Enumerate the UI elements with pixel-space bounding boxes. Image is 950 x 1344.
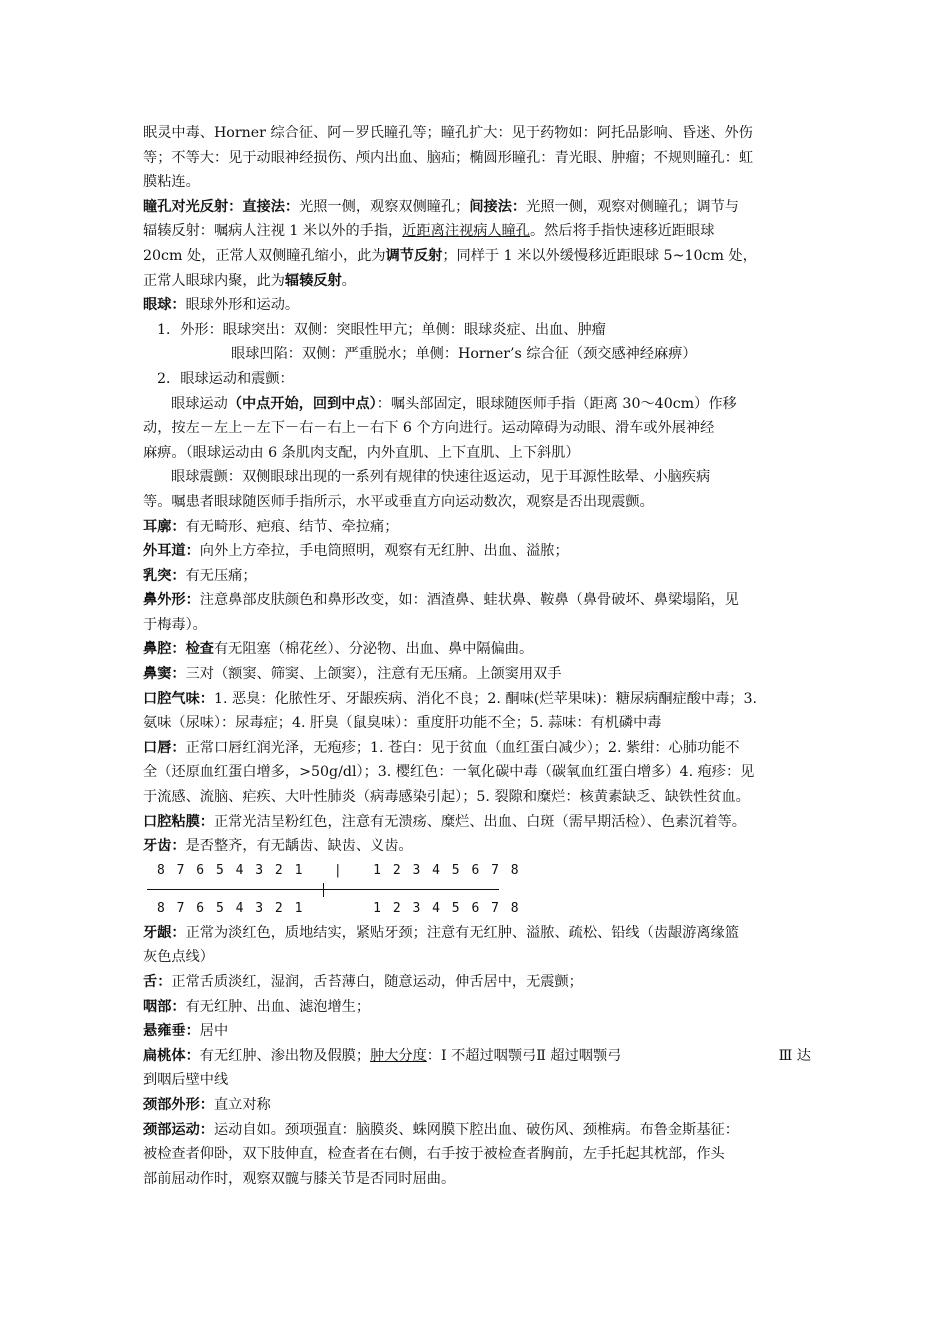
heading-pharynx: 咽部： — [143, 998, 186, 1015]
tonsil-line — [143, 1044, 811, 1069]
text: 有无红肿、出血、滤泡增生； — [185, 998, 371, 1015]
heading-pupil-reflex: 瞳孔对光反射： — [143, 198, 243, 215]
text: 注意鼻部皮肤颜色和鼻形改变，如：酒渣鼻、蛙状鼻、鞍鼻（鼻骨破坏、鼻梁塌陷，见 — [199, 592, 739, 609]
text-line — [143, 392, 811, 417]
text: 有无红肿、渗出物及假膜； — [199, 1047, 371, 1064]
emphasis: （中点开始，回到中点） — [227, 395, 377, 412]
text: 光照一侧，观察对侧瞳孔；调节与 — [526, 198, 739, 215]
heading-oral-mucosa: 口腔粘膜： — [143, 813, 214, 830]
auricle-line — [143, 515, 811, 540]
text: ：Ⅰ 不超过咽颚弓Ⅱ 超过咽颚弓 — [426, 1047, 622, 1064]
gums-line — [143, 921, 811, 946]
heading-nose-shape: 鼻外形： — [143, 592, 200, 609]
text: ；同样于 1 米以外缓慢移近距眼球 5~10cm 处， — [442, 247, 757, 264]
dental-chart-upper: 8 7 6 5 4 3 2 1 | 1 2 3 4 5 6 7 8 — [157, 862, 521, 878]
neck-motion-line — [143, 1118, 811, 1143]
term-indirect: 间接法： — [469, 198, 527, 215]
text-line — [143, 219, 811, 244]
text: 眼球运动 — [171, 395, 228, 412]
mastoid-line — [143, 564, 811, 589]
text: 正常人眼球内聚，此为 — [143, 272, 285, 289]
sinus-line — [143, 662, 811, 687]
heading-gums: 牙龈： — [143, 924, 186, 941]
text-line — [143, 269, 811, 294]
heading-nasal-cavity: 鼻腔： — [143, 641, 186, 658]
oral-mucosa-line — [143, 810, 811, 835]
text: 有无阻塞（棉花丝）、分泌物、出血、鼻中隔偏曲。 — [213, 641, 534, 658]
text-line: 膜粘连。 — [143, 174, 200, 191]
pharynx-line — [143, 995, 811, 1020]
heading-breath-odor: 口腔气味： — [143, 690, 214, 707]
uvula-line — [143, 1019, 811, 1044]
text-line: 被检查者仰卧，双下肢伸直，检查者在右侧，右手按于被检查者胸前，左手托起其枕部，作头 — [143, 1146, 725, 1163]
text: 20cm 处，正常人双侧瞳孔缩小，此为 — [143, 247, 386, 264]
heading-neck-shape: 颈部外形： — [143, 1096, 214, 1113]
text: 正常为淡红色，质地结实，紧贴牙颈；注意有无红肿、溢脓、疏松、铅线（齿龈游离缘篮 — [185, 924, 739, 941]
text: 向外上方牵拉，手电筒照明，观察有无红肿、出血、溢脓； — [199, 543, 569, 560]
text-line: 到咽后壁中线 — [143, 1072, 229, 1089]
heading-ear-canal: 外耳道： — [143, 543, 200, 560]
text: 。然后将手指快速移近距眼球 — [529, 223, 715, 240]
ear-canal-line — [143, 539, 811, 564]
text: ：嘱头部固定，眼球随医师手指（距离 30～40cm）作移 — [376, 395, 737, 412]
text-line: 麻痹。（眼球运动由 6 条肌肉支配，内外直肌、上下直肌、上下斜肌） — [143, 444, 580, 461]
dental-chart-divider — [143, 883, 811, 897]
heading-lips: 口唇： — [143, 739, 186, 756]
text-line: 动，按左－左上－左下－右－右上－右下 6 个方向进行。运动障碍为动眼、滑车或外展神经 — [143, 420, 715, 437]
lips-line — [143, 736, 811, 761]
heading-mastoid: 乳突： — [143, 567, 186, 584]
eyeball-line — [143, 293, 811, 318]
nose-shape-line — [143, 588, 811, 613]
heading-neck-motion: 颈部运动： — [143, 1121, 214, 1138]
term-exam: 检查 — [185, 641, 214, 658]
text: 居中 — [199, 1023, 229, 1040]
text-line: 等。嘱患者眼球随医师手指所示，水平或垂直方向运动数次，观察是否出现震颤。 — [143, 493, 654, 510]
heading-teeth: 牙齿： — [143, 838, 186, 855]
text-line: 眠灵中毒、Horner 综合征、阿－罗氏瞳孔等；瞳孔扩大：见于药物如：阿托品影响、昏迷、外伤 — [143, 125, 753, 141]
text: 光照一侧，观察双侧瞳孔； — [299, 198, 470, 215]
dental-chart-lower: 8 7 6 5 4 3 2 1 1 2 3 4 5 6 7 8 — [157, 900, 521, 916]
text: 直立对称 — [213, 1096, 271, 1113]
text-line: 灰色点线） — [143, 949, 214, 966]
text-line: 等；不等大：见于动眼神经损伤、颅内出血、脑疝；椭圆形瞳孔：青光眼、肿瘤；不规则瞳孔：虹 — [143, 149, 754, 166]
document-page — [143, 121, 811, 1191]
underlined-text: 肿大分度 — [370, 1047, 427, 1064]
nasal-cavity-line — [143, 637, 811, 662]
text: 有无畸形、疤痕、结节、牵拉痛； — [185, 518, 399, 535]
underlined-text: 近距离注视病人瞳孔 — [402, 223, 530, 240]
pupil-reflex-line — [143, 195, 811, 220]
text-line: 部前屈动作时，观察双髋与膝关节是否同时屈曲。 — [143, 1170, 456, 1187]
list-item: 眼球凹陷：双侧：严重脱水；单侧：Horner’s 综合征（颈交感神经麻痹） — [231, 346, 697, 363]
text: 三对（额窦、筛窦、上颌窦），注意有无压痛。上颌窦用双手 — [185, 666, 562, 683]
text: Ⅲ 达 — [778, 1047, 811, 1064]
text: 。 — [341, 272, 356, 289]
breath-odor-line — [143, 687, 811, 712]
text: 1. 恶臭：化脓性牙、牙龈疾病、消化不良；2. 酮味(烂苹果味)：糖尿病酮症酸中毒；3. — [213, 690, 758, 707]
text-line: 于流感、流脑、疟疾、大叶性肺炎（病毒感染引起）；5. 裂隙和糜烂：核黄素缺乏、缺铁性贫血。 — [143, 789, 750, 806]
text: 运动自如。颈项强直：脑膜炎、蛛网膜下腔出血、破伤风、颈椎病。布鲁金斯基征： — [213, 1121, 739, 1138]
text-line — [143, 244, 811, 269]
term-convergence: 辐辏反射 — [284, 272, 342, 289]
list-item: 2．眼球运动和震颤： — [157, 370, 294, 387]
term-direct: 直接法： — [242, 198, 300, 215]
text: 正常口唇红润光泽，无疱疹；1. 苍白：见于贫血（血红蛋白减少）；2. 紫绀：心肺功能不 — [185, 739, 740, 756]
vertical-rule — [323, 883, 324, 897]
text-line: 眼球震颤：双侧眼球出现的一系列有规律的快速往返运动，见于耳源性眩晕、小脑疾病 — [171, 469, 711, 486]
teeth-line — [143, 834, 811, 859]
heading-sinus: 鼻窦： — [143, 666, 186, 683]
text-line: 氨味（尿味）：尿毒症；4. 肝臭（鼠臭味）：重度肝功能不全；5. 蒜味：有机磷中毒 — [143, 715, 662, 732]
heading-tongue: 舌： — [143, 974, 172, 990]
neck-shape-line — [143, 1093, 811, 1118]
text: 正常光洁呈粉红色，注意有无溃疡、糜烂、出血、白斑（需早期活检）、色素沉着等。 — [213, 813, 746, 830]
text-line: 于梅毒）。 — [143, 616, 207, 633]
text-line: 全（还原血红蛋白增多，>50g/dl）；3. 樱红色：一氧化碳中毒（碳氧血红蛋白增多）4. 疱疹：见 — [143, 764, 755, 781]
heading-tonsil: 扁桃体： — [143, 1047, 200, 1064]
text: 有无压痛； — [185, 567, 257, 584]
heading-uvula: 悬雍垂： — [143, 1023, 200, 1040]
text: 眼球外形和运动。 — [185, 297, 300, 314]
list-item: 1．外形：眼球突出：双侧：突眼性甲亢；单侧：眼球炎症、出血、肿瘤 — [157, 321, 606, 338]
heading-eyeball: 眼球： — [143, 297, 186, 314]
text: 是否整齐，有无龋齿、缺齿、义齿。 — [185, 838, 413, 855]
text: 辐辏反射：嘱病人注视 1 米以外的手指， — [143, 223, 403, 240]
text: 正常舌质淡红，湿润，舌苔薄白，随意运动，伸舌居中，无震颤； — [171, 974, 583, 990]
tongue-line — [143, 970, 811, 995]
term-accommodation: 调节反射 — [385, 247, 443, 264]
heading-auricle: 耳廓： — [143, 518, 186, 535]
